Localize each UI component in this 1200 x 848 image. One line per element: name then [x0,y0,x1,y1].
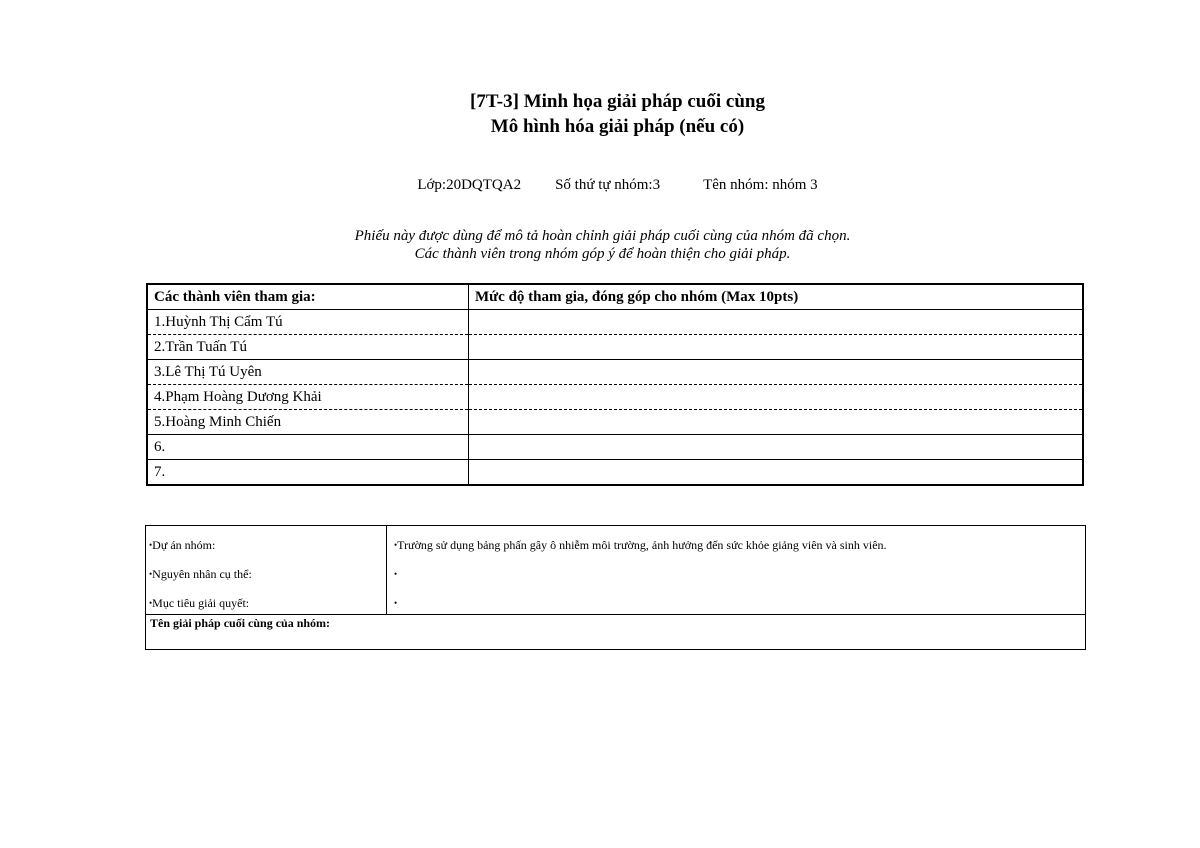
member-name: 6. [147,435,469,460]
goal-label: Mục tiêu giải quyết: [152,596,250,610]
group-name-label: Tên nhóm: nhóm 3 [703,177,818,193]
group-number-label: Số thứ tự nhóm:3 [555,177,661,193]
member-name: 4.Phạm Hoàng Dương Khải [147,385,469,410]
project-value-line[interactable] [387,526,1085,555]
goal-label-line [146,584,386,614]
project-values-cell [387,526,1086,615]
final-solution-row [146,615,1086,650]
final-solution-cell[interactable] [146,615,1086,650]
member-score[interactable] [469,410,1084,435]
bullet-icon: • [149,598,153,608]
members-header-score: Mức độ tham gia, đóng góp cho nhóm (Max 10pts) [469,284,1084,310]
table-row [147,310,1083,335]
member-score[interactable] [469,460,1084,486]
member-score[interactable] [469,310,1084,335]
member-name: 7. [147,460,469,486]
project-value: Trường sử dụng bảng phấn gây ô nhiễm môi trường, ảnh hưởng đến sức khỏe giảng viên và sinh viên. [397,538,887,552]
member-score[interactable] [469,385,1084,410]
members-header-row [147,284,1083,310]
table-row [147,460,1083,486]
bullet-icon: • [149,540,153,550]
table-row [147,385,1083,410]
bullet-icon: • [394,569,398,579]
cause-value-line[interactable] [387,555,1085,584]
member-score[interactable] [469,360,1084,385]
member-score[interactable] [469,435,1084,460]
project-details-row [146,526,1086,615]
project-labels-cell [146,526,387,615]
document-title: [7T-3] Minh họa giải pháp cuối cùng [470,91,765,112]
bullet-icon: • [394,540,398,550]
cause-label-line [146,555,386,584]
table-row [147,435,1083,460]
intro-line-2: Các thành viên trong nhóm góp ý để hoàn thiện cho giải pháp. [414,246,791,262]
member-score[interactable] [469,335,1084,360]
intro-line-1: Phiếu này được dùng để mô tả hoàn chỉnh giải pháp cuối cùng của nhóm đã chọn. [354,228,851,244]
goal-value-line[interactable] [387,584,1085,614]
final-solution-label: Tên giải pháp cuối cùng của nhóm: [150,616,331,630]
table-row [147,335,1083,360]
document-subtitle: Mô hình hóa giải pháp (nếu có) [490,116,745,137]
cause-label: Nguyên nhân cụ thể: [152,567,252,581]
project-label: Dự án nhóm: [152,538,216,552]
member-name: 5.Hoàng Minh Chiến [147,410,469,435]
bullet-icon: • [394,598,398,608]
table-row [147,360,1083,385]
member-name: 2.Trần Tuấn Tú [147,335,469,360]
members-table [146,283,1084,486]
members-header-name: Các thành viên tham gia: [147,284,469,310]
member-name: 1.Huỳnh Thị Cẩm Tú [147,310,469,335]
member-name: 3.Lê Thị Tú Uyên [147,360,469,385]
project-table [145,525,1086,650]
bullet-icon: • [149,569,153,579]
project-label-line [146,526,386,555]
table-row [147,410,1083,435]
group-info [0,176,1200,194]
class-label: Lớp:20DQTQA2 [417,177,522,193]
